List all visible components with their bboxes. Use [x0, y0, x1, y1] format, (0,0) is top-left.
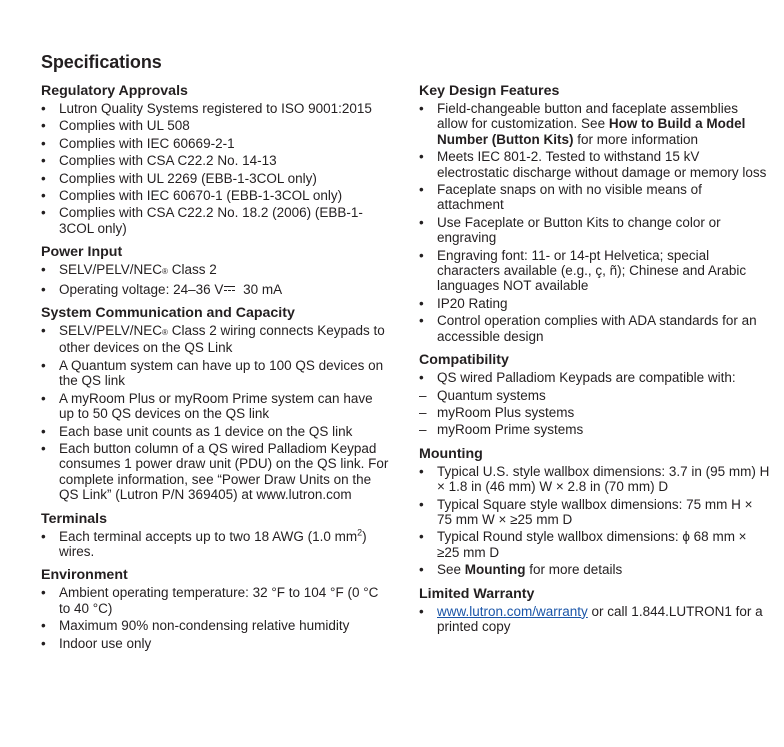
bullet-icon: • [419, 496, 424, 512]
bullet-icon: • [419, 214, 424, 230]
list-item: – myRoom Plus systems [419, 404, 575, 420]
list-item: • Each terminal accepts up to two 18 AWG (1.0 $mm^2$) wires. [41, 527, 367, 559]
bullet-icon: • [41, 357, 46, 373]
list-item: • Each base unit counts as 1 device on the QS link [41, 423, 353, 439]
list-item: – Quantum systems [419, 387, 546, 403]
list-item: • Complies with IEC 60669-2-1 [41, 135, 235, 151]
list-item: • SELV/PELV/NEC® Class 2 wiring connects Keypads to other devices on the QS Link [41, 323, 385, 356]
regulatory-approvals-heading: Regulatory Approvals [41, 83, 188, 99]
bullet-icon: • [419, 463, 424, 479]
bullet-icon: • [41, 281, 46, 297]
key-design-heading: Key Design Features [419, 83, 560, 99]
compatibility-heading: Compatibility [419, 352, 509, 369]
superscript: 2 [357, 527, 363, 538]
regulatory-approvals-section [41, 84, 391, 236]
mounting-reference: Mounting [464, 562, 526, 578]
dc-voltage-icon [223, 285, 236, 292]
system-communication-list [41, 323, 391, 502]
list-item: – myRoom Prime systems [419, 422, 584, 438]
mounting-heading: Mounting [419, 445, 483, 462]
bullet-icon: • [41, 585, 46, 601]
bullet-icon: • [419, 149, 424, 165]
list-item: • Field-changeable button and faceplate assemblies allow for customization. See How to Build a Model Number (Button Kits) for more information [419, 101, 746, 147]
key-design-list [419, 101, 771, 344]
list-item: • Engraving font: 11- or 14-pt Helvetica; special characters available (e.g., ç, ñ); Chinese and Arabic languages NOT available [419, 247, 747, 294]
bullet-icon: • [419, 182, 424, 198]
bullet-icon: • [41, 153, 46, 169]
list-item: • Complies with CSA C22.2 No. 14-13 [41, 153, 277, 169]
bullet-icon: • [41, 390, 46, 406]
key-design-section [419, 84, 771, 344]
bullet-icon: • [419, 529, 424, 545]
list-item: • SELV/PELV/NEC® Class 2 [41, 262, 217, 278]
registered-mark: ® [162, 267, 168, 277]
list-item: • Ambient operating temperature: 32 °F to 104 °F (0 °C to 40 °C) [41, 585, 379, 616]
bullet-icon: • [41, 205, 46, 221]
system-communication-section [41, 306, 391, 502]
cross-reference: How to Build a Model Number (Button Kits) [437, 116, 746, 147]
environment-section [41, 568, 391, 651]
system-communication-heading: System Communication and Capacity [41, 305, 295, 322]
bullet-icon: • [41, 635, 46, 651]
limited-warranty-list [419, 604, 771, 635]
environment-list [41, 585, 391, 651]
terminals-list [41, 529, 391, 560]
list-item: • Use Faceplate or Button Kits to change color or engraving [419, 214, 721, 246]
compatibility-section [419, 353, 771, 438]
list-item: • QS wired Palladiom Keypads are compatible with: [419, 370, 736, 386]
bullet-icon: • [41, 262, 46, 278]
compatibility-list [419, 370, 771, 438]
warranty-link[interactable]: www.lutron.com/warranty [437, 603, 588, 619]
list-item: • Faceplate snaps on with no visible means of attachment [419, 182, 702, 213]
bullet-icon: • [41, 170, 46, 186]
terminals-heading: Terminals [41, 510, 107, 527]
bullet-icon: • [41, 528, 46, 544]
list-item: • Typical Square style wallbox dimensions: 75 mm H × 75 mm W × ≥25 mm D [419, 496, 753, 527]
bullet-icon: • [41, 440, 46, 456]
bullet-icon: • [41, 118, 46, 134]
mounting-section [419, 447, 771, 578]
list-item: • Complies with UL 508 [41, 118, 190, 134]
dash-icon: – [419, 387, 427, 403]
dash-icon: – [419, 404, 427, 420]
mounting-list [419, 464, 771, 578]
left-column [41, 84, 391, 653]
bullet-icon: • [41, 423, 46, 439]
bullet-icon: • [419, 247, 424, 263]
list-item: • Typical U.S. style wallbox dimensions: 3.7 in (95 mm) H × 1.8 in (46 mm) W × 2.8 in (70 mm) D [419, 463, 770, 495]
registered-mark: ® [162, 328, 168, 338]
list-item: • See Mounting for more details [419, 562, 623, 578]
terminals-section [41, 512, 391, 560]
list-item: • Lutron Quality Systems registered to ISO 9001:2015 [41, 101, 372, 116]
list-item: • A myRoom Plus or myRoom Prime system can have up to 50 QS devices on the QS link [41, 390, 373, 422]
bullet-icon: • [419, 603, 424, 619]
environment-heading: Environment [41, 567, 128, 584]
limited-warranty-heading: Limited Warranty [419, 585, 535, 602]
bullet-icon: • [419, 313, 424, 329]
bullet-icon: • [419, 101, 424, 116]
list-item: • Complies with IEC 60670-1 (EBB-1-3COL only) [41, 188, 343, 204]
list-item: • Maximum 90% non-condensing relative humidity [41, 618, 350, 634]
list-item: • A Quantum system can have up to 100 QS devices on the QS link [41, 357, 384, 389]
page-title: Specifications [41, 52, 162, 72]
limited-warranty-section [419, 587, 771, 635]
bullet-icon: • [41, 323, 46, 339]
list-item: • Operating voltage: 24–36 V 30 mA [41, 281, 283, 297]
power-input-section [41, 245, 391, 297]
list-item: • Indoor use only [41, 635, 152, 651]
list-item: • Each button column of a QS wired Palladiom Keypad consumes 1 power draw unit (PDU) on the QS link. For complete information, see “Power Draw Units on the QS Link” (Lutron P/N 369405) at www.lutron.com [41, 440, 389, 503]
dash-icon: – [419, 422, 427, 438]
list-item: • Control operation complies with ADA standards for an accessible design [419, 313, 757, 344]
list-item: • Meets IEC 801-2. Tested to withstand 15 kV electrostatic discharge without damage or memory loss [419, 149, 767, 180]
list-item: • www.lutron.com/warranty or call 1.844.LUTRON1 for a printed copy [419, 603, 763, 634]
bullet-icon: • [419, 295, 424, 311]
list-item: • IP20 Rating [419, 295, 508, 311]
bullet-icon: • [41, 135, 46, 151]
bullet-icon: • [41, 188, 46, 204]
list-item: • Typical Round style wallbox dimensions: ϕ 68 mm × ≥25 mm D [419, 529, 747, 560]
regulatory-approvals-list [41, 101, 391, 236]
bullet-icon: • [419, 562, 424, 578]
bullet-icon: • [41, 618, 46, 634]
right-column [419, 84, 771, 636]
list-item: • Complies with UL 2269 (EBB-1-3COL only) [41, 170, 317, 186]
power-input-heading: Power Input [41, 244, 123, 261]
bullet-icon: • [419, 370, 424, 386]
bullet-icon: • [41, 101, 46, 116]
list-item: • Complies with CSA C22.2 No. 18.2 (2006) (EBB-1-3COL only) [41, 205, 363, 236]
power-input-list [41, 262, 391, 297]
